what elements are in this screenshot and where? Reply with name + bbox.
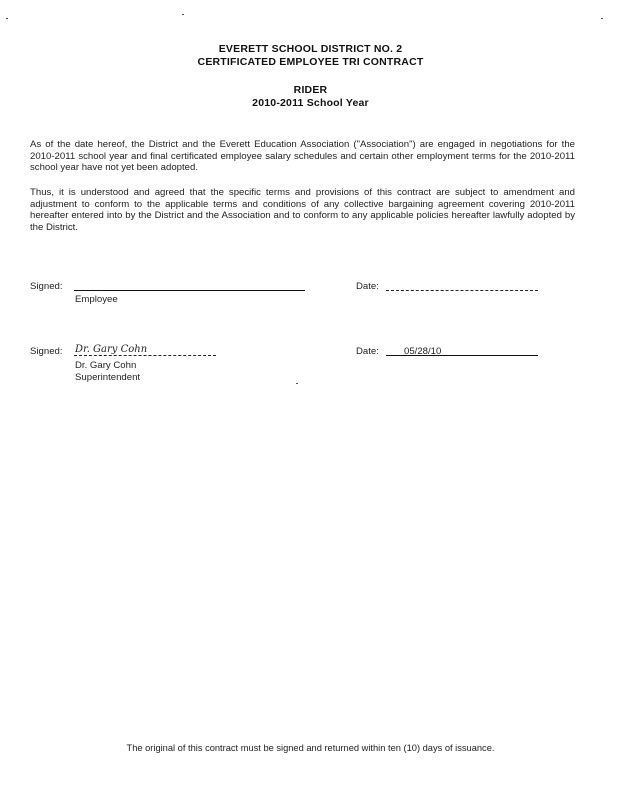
- scan-speck: [296, 383, 298, 384]
- employee-signature-line[interactable]: [74, 290, 305, 291]
- district-date-value: 05/28/10: [404, 346, 442, 357]
- district-date-line: [386, 355, 538, 356]
- superintendent-title: Superintendent: [75, 372, 141, 383]
- rider-title: RIDER: [293, 84, 328, 96]
- rider-heading-block: [0, 84, 621, 110]
- scan-speck: [601, 18, 603, 19]
- return-notice: The original of this contract must be signed and returned within ten (10) days of issuance.: [126, 743, 495, 753]
- district-date-label: Date:: [356, 346, 379, 357]
- employee-date-label: Date:: [356, 281, 379, 292]
- employee-caption: Employee: [75, 294, 118, 305]
- scan-speck: [6, 18, 8, 19]
- scan-speck: [182, 14, 184, 15]
- amendment-paragraph: Thus, it is understood and agreed that the specific terms and provisions of this contract are subject to amendment and adjustment to conform to the applicable terms and conditions of any collective bargaining agreement covering 2010-2011 hereafter entered into by the District and the Association and to conform to any applicable policies hereafter lawfully adopted by the District.: [30, 187, 575, 233]
- district-signed-label: Signed:: [30, 346, 63, 357]
- school-year: 2010-2011 School Year: [252, 97, 369, 109]
- negotiations-paragraph: As of the date hereof, the District and the Everett Education Association ("Association") are engaged in negotiations for the 2010-2011 school year and final certificated employee salary schedules and certain other employment terms for the 2010-2011 school year have not yet been adopted.: [30, 139, 575, 173]
- superintendent-signature-line: [74, 355, 216, 356]
- district-name: EVERETT SCHOOL DISTRICT NO. 2: [218, 43, 403, 55]
- employee-date-line[interactable]: [386, 290, 538, 291]
- employee-signed-label: Signed:: [30, 281, 63, 292]
- contract-type: CERTIFICATED EMPLOYEE TRI CONTRACT: [197, 56, 424, 68]
- document-title-block: [0, 43, 621, 69]
- superintendent-name: Dr. Gary Cohn: [75, 360, 137, 371]
- superintendent-signature: Dr. Gary Cohn: [75, 344, 148, 355]
